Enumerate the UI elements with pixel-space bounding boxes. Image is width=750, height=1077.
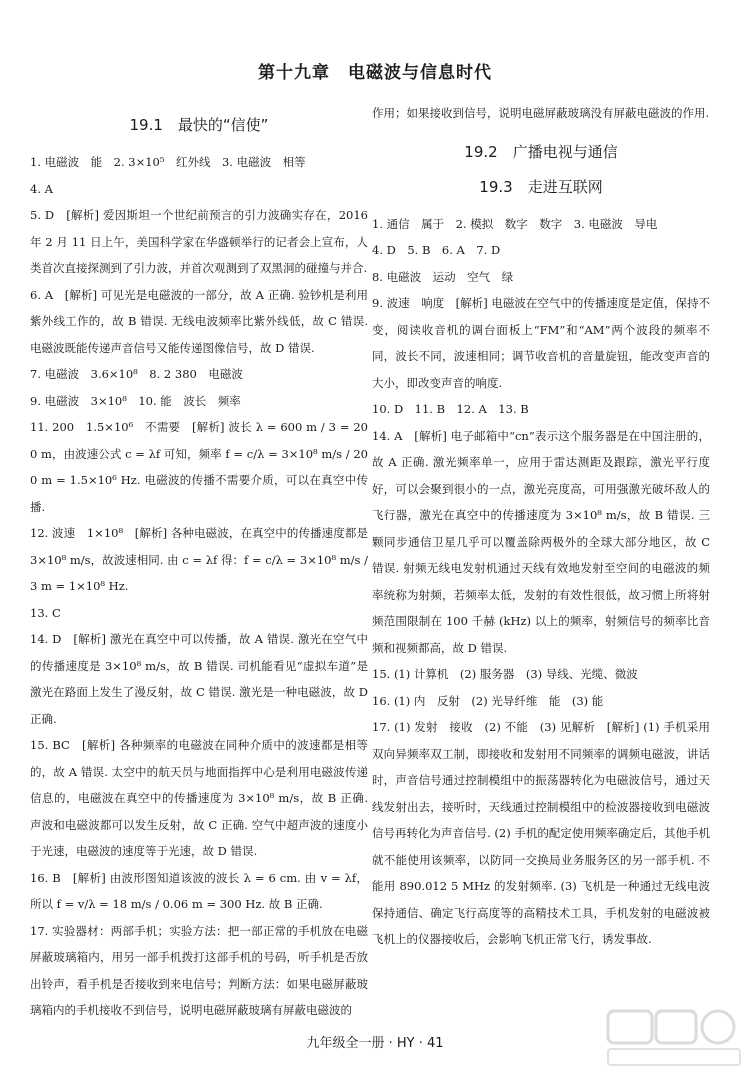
- section-title-19-3: 19.3 走进互联网: [479, 177, 603, 196]
- answer-item: 10. D 11. B 12. A 13. B: [372, 402, 529, 416]
- page-footer: 九年级全一册 · HY · 41: [306, 1036, 444, 1051]
- answer-item: 17. 实验器材：两部手机；实验方法：把一部正常的手机放在电磁屏蔽玻璃箱内，用另一部手机拨打这部手机的号码，听手机是否放出铃声，看手机是否接收到来电信号；判断方法：如果电磁屏蔽玻璃箱内的手机接收不到信号，说明电磁屏蔽玻璃有屏蔽电磁波的: [30, 923, 368, 1017]
- watermark-logo: [604, 1007, 744, 1069]
- answer-item: 16. B [解析] 由波形图知道该波的波长 λ = 6 cm. 由 v = λf，所以 f = v/λ = 18 m/s / 0.06 m = 300 Hz. 故 B 正确.: [30, 870, 368, 911]
- answer-item: 15. BC [解析] 各种频率的电磁波在同种介质中的波速都是相等的，故 A 错误. 太空中的航天员与地面指挥中心是利用电磁波传递信息的，电磁波在真空中的传播速度为 3×10⁸ m/s，故 B 正确. 声波和电磁波都可以发生反射，故 C 正确. 空气中超声波的速度小于光速，电磁波的速度等于光速，故 D 错误.: [30, 738, 368, 858]
- answer-item: 8. 电磁波 运动 空气 绿: [372, 269, 514, 284]
- answer-item: 14. A [解析] 电子邮箱中“cn”表示这个服务器是在中国注册的，故 A 正确. 激光频率单一，应用于雷达测距及跟踪，激光平行度好，可以会聚到很小的一点，激光亮度高，可用强激光破坏敌人的飞行器，激光在真空中的传播速度为 3×10⁸ m/s，故 B 错误. 三颗同步通信卫星几乎可以覆盖除两极外的全球大部分地区，故 C 错误. 射频无线电发射机通过天线有效地发射至空间的电磁波的频率统称为射频，若频率太低，发射的有效性很低，故习惯上所将射频范围限制在 100 千赫 (kHz) 以上的频率，射频信号的频率比音频和视频都高，故 D 错误.: [372, 428, 710, 655]
- right-column: [372, 100, 710, 953]
- chapter-title: 第十九章 电磁波与信息时代: [258, 63, 492, 83]
- answer-item: 5. D [解析] 爱因斯坦一个世纪前预言的引力波确实存在，2016 年 2 月 11 日上午，美国科学家在华盛顿举行的记者会上宣布，人类首次直接探测到了引力波，并首次观测到了双黑洞的碰撞与并合.: [30, 208, 368, 275]
- answer-continuation: 作用；如果接收到信号，说明电磁屏蔽玻璃没有屏蔽电磁波的作用.: [372, 106, 710, 120]
- answer-item: 16. (1) 内 反射 (2) 光导纤维 能 (3) 能: [372, 693, 604, 708]
- answer-item: 9. 电磁波 3×10⁸ 10. 能 波长 频率: [30, 393, 241, 408]
- section-title-19-1: 19.1 最快的“信使”: [129, 116, 269, 134]
- answer-item: 4. D 5. B 6. A 7. D: [372, 243, 501, 257]
- answer-item: 11. 200 1.5×10⁶ 不需要 [解析] 波长 λ = 600 m / 3 = 200 m，由波速公式 c = λf 可知，频率 f = c/λ = 3×10⁸ m/s / 200 m = 1.5×10⁶ Hz. 电磁波的传播不需要介质，可以在真空中传播.: [30, 420, 368, 514]
- section-title-19-2: 19.2 广播电视与通信: [464, 142, 618, 161]
- answer-item: 7. 电磁波 3.6×10⁸ 8. 2 380 电磁波: [30, 367, 243, 381]
- answer-item: 9. 波速 响度 [解析] 电磁波在空气中的传播速度是定值，保持不变，阅读收音机的调台面板上“FM”和“AM”两个波段的频率不同，波长不同，波速相同；调节收音机的音量旋钮，能改变声音的大小，即改变声音的响度.: [372, 296, 710, 390]
- answer-item: 15. (1) 计算机 (2) 服务器 (3) 导线、光缆、微波: [372, 667, 638, 681]
- answer-item: 1. 电磁波 能 2. 3×10⁵ 红外线 3. 电磁波 相等: [30, 155, 306, 169]
- answer-item: 1. 通信 属于 2. 模拟 数字 数字 3. 电磁波 导电: [372, 216, 658, 231]
- answer-item: 13. C: [30, 605, 61, 620]
- answer-item: 14. D [解析] 激光在真空中可以传播，故 A 错误. 激光在空气中的传播速度是 3×10⁸ m/s，故 B 错误. 司机能看见“虚拟车道”是激光在路面上发生了漫反射，故 C 错误. 激光是一种电磁波，故 D 正确.: [30, 632, 368, 726]
- answer-item: 4. A: [30, 181, 53, 196]
- answer-item: 6. A [解析] 可见光是电磁波的一部分，故 A 正确. 验钞机是利用紫外线工作的，故 B 错误. 无线电波频率比紫外线低，故 C 错误. 电磁波既能传递声音信号又能传递图像信号，故 D 错误.: [30, 287, 368, 355]
- answer-item: 12. 波速 1×10⁸ [解析] 各种电磁波，在真空中的传播速度都是 3×10⁸ m/s，故波速相同. 由 c = λf 得：f = c/λ = 3×10⁸ m/s / 3 m = 1×10⁸ Hz.: [30, 526, 368, 593]
- answer-item: 17. (1) 发射 接收 (2) 不能 (3) 见解析 [解析] (1) 手机采用双向异频率双工制，即接收和发射用不同频率的调频电磁波，讲话时，声音信号通过控制模组中的振荡器转化为电磁波信号，通过天线发射出去，接听时，天线通过控制模组中的检波器接收到电磁波信号再转化为声音信号. (2) 手机的配定使用频率确定后，其他手机就不能使用该频率，以防同一交换局业务服务区的另一部手机. 不能用 890.012 5 MHz 的发射频率. (3) 飞机是一种通过无线电波保持通信、确定飞行高度等的高精技术工具，手机发射的电磁波被飞机上的仪器接收后，会影响飞机正常飞行，诱发事故.: [372, 720, 710, 946]
- left-column: [30, 100, 368, 1024]
